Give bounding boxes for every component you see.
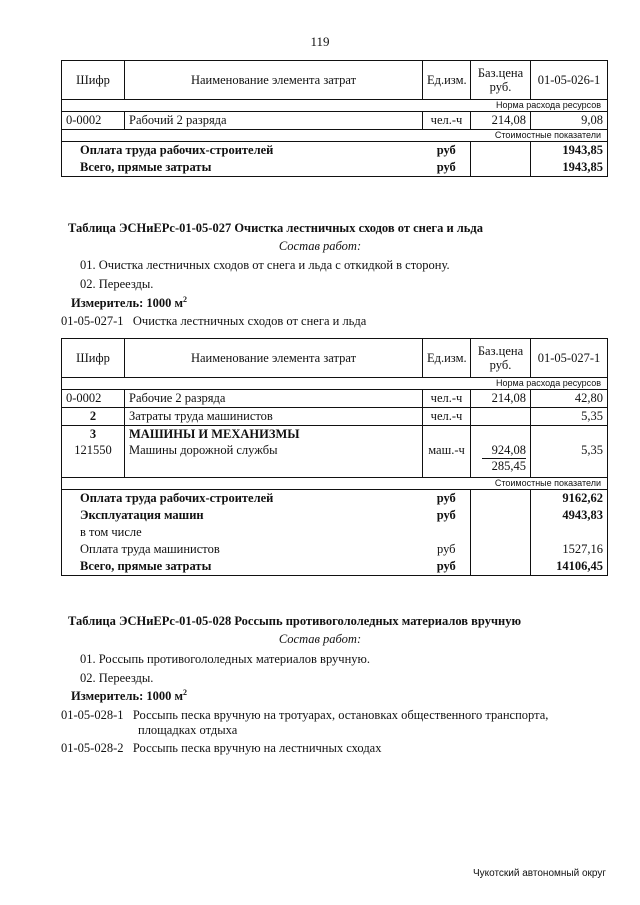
table-title-027: Таблица ЭСНиЕРс-01-05-027 Очистка лестничных сходов от снега и льда [68,221,483,235]
header-code: Шифр [62,61,125,100]
cost-table-01-05-027 [61,338,608,576]
work-step: 02. Переезды. [80,671,154,685]
table-header [62,61,608,100]
total-row: Оплата труда машинистов руб 1527,16 [62,541,608,558]
section-header: Стоимостные показатели [62,478,608,490]
work-step: 01. Россыпь противогололедных материалов вручную. [80,652,370,666]
section-header: Норма расхода ресурсов [62,100,608,112]
norm-line: 01-05-028-1 Россыпь песка вручную на тротуарах, остановках общественного транспорта, [61,708,549,722]
header-base-price: Баз.цена руб. [471,61,531,100]
cost-table-01-05-026 [61,60,608,177]
total-row: Всего, прямые затраты руб 1943,85 [62,159,608,177]
table-row: 3 МАШИНЫ И МЕХАНИЗМЫ [62,426,608,444]
table-row: 0-0002 Рабочий 2 разряда чел.-ч 214,08 9,08 [62,112,608,130]
norm-line: 01-05-027-1 Очистка лестничных сходов от снега и льда [61,314,367,328]
work-step: 01. Очистка лестничных сходов от снега и льда с откидкой в сторону. [80,258,450,272]
section-header: Норма расхода ресурсов [62,378,608,390]
measurement-unit: Измеритель: 1000 $м^2$ [71,688,188,704]
total-row: Оплата труда рабочих-строителей руб 1943,85 [62,142,608,160]
composition-label: Состав работ: [278,632,362,646]
total-row: Оплата труда рабочих-строителей руб 9162,62 [62,490,608,508]
header-unit: Ед.изм. [423,61,471,100]
table-title-028: Таблица ЭСНиЕРс-01-05-028 Россыпь противогололедных материалов вручную [68,614,522,628]
total-row: Всего, прямые затраты руб 14106,45 [62,558,608,576]
table-row: 2 Затраты труда машинистов чел.-ч 5,35 [62,408,608,426]
footer-region: Чукотский автономный округ [472,868,606,879]
section-header: Стоимостные показатели [62,130,608,142]
norm-line: 01-05-028-2 Россыпь песка вручную на лестничных сходах [61,741,382,755]
header-name: Наименование элемента затрат [125,61,423,100]
table-row: 0-0002 Рабочие 2 разряда чел.-ч 214,08 42,80 [62,390,608,408]
composition-label: Состав работ: [278,239,362,253]
work-step: 02. Переезды. [80,277,154,291]
total-row: в том числе [62,524,608,541]
norm-line-cont: площадках отдыха [138,723,238,737]
header-norm-code: 01-05-026-1 [531,61,608,100]
table-header: Шифр Наименование элемента затрат Ед.изм. Баз.цена руб. 01-05-027-1 [62,339,608,378]
measurement-unit: Измеритель: 1000 $м^2$ [71,295,188,311]
page-number: 119 [310,34,330,49]
total-row: Эксплуатация машин руб 4943,83 [62,507,608,524]
table-row: 121550 Машины дорожной службы маш.-ч 924,08 285,45 5,35 [62,443,608,478]
